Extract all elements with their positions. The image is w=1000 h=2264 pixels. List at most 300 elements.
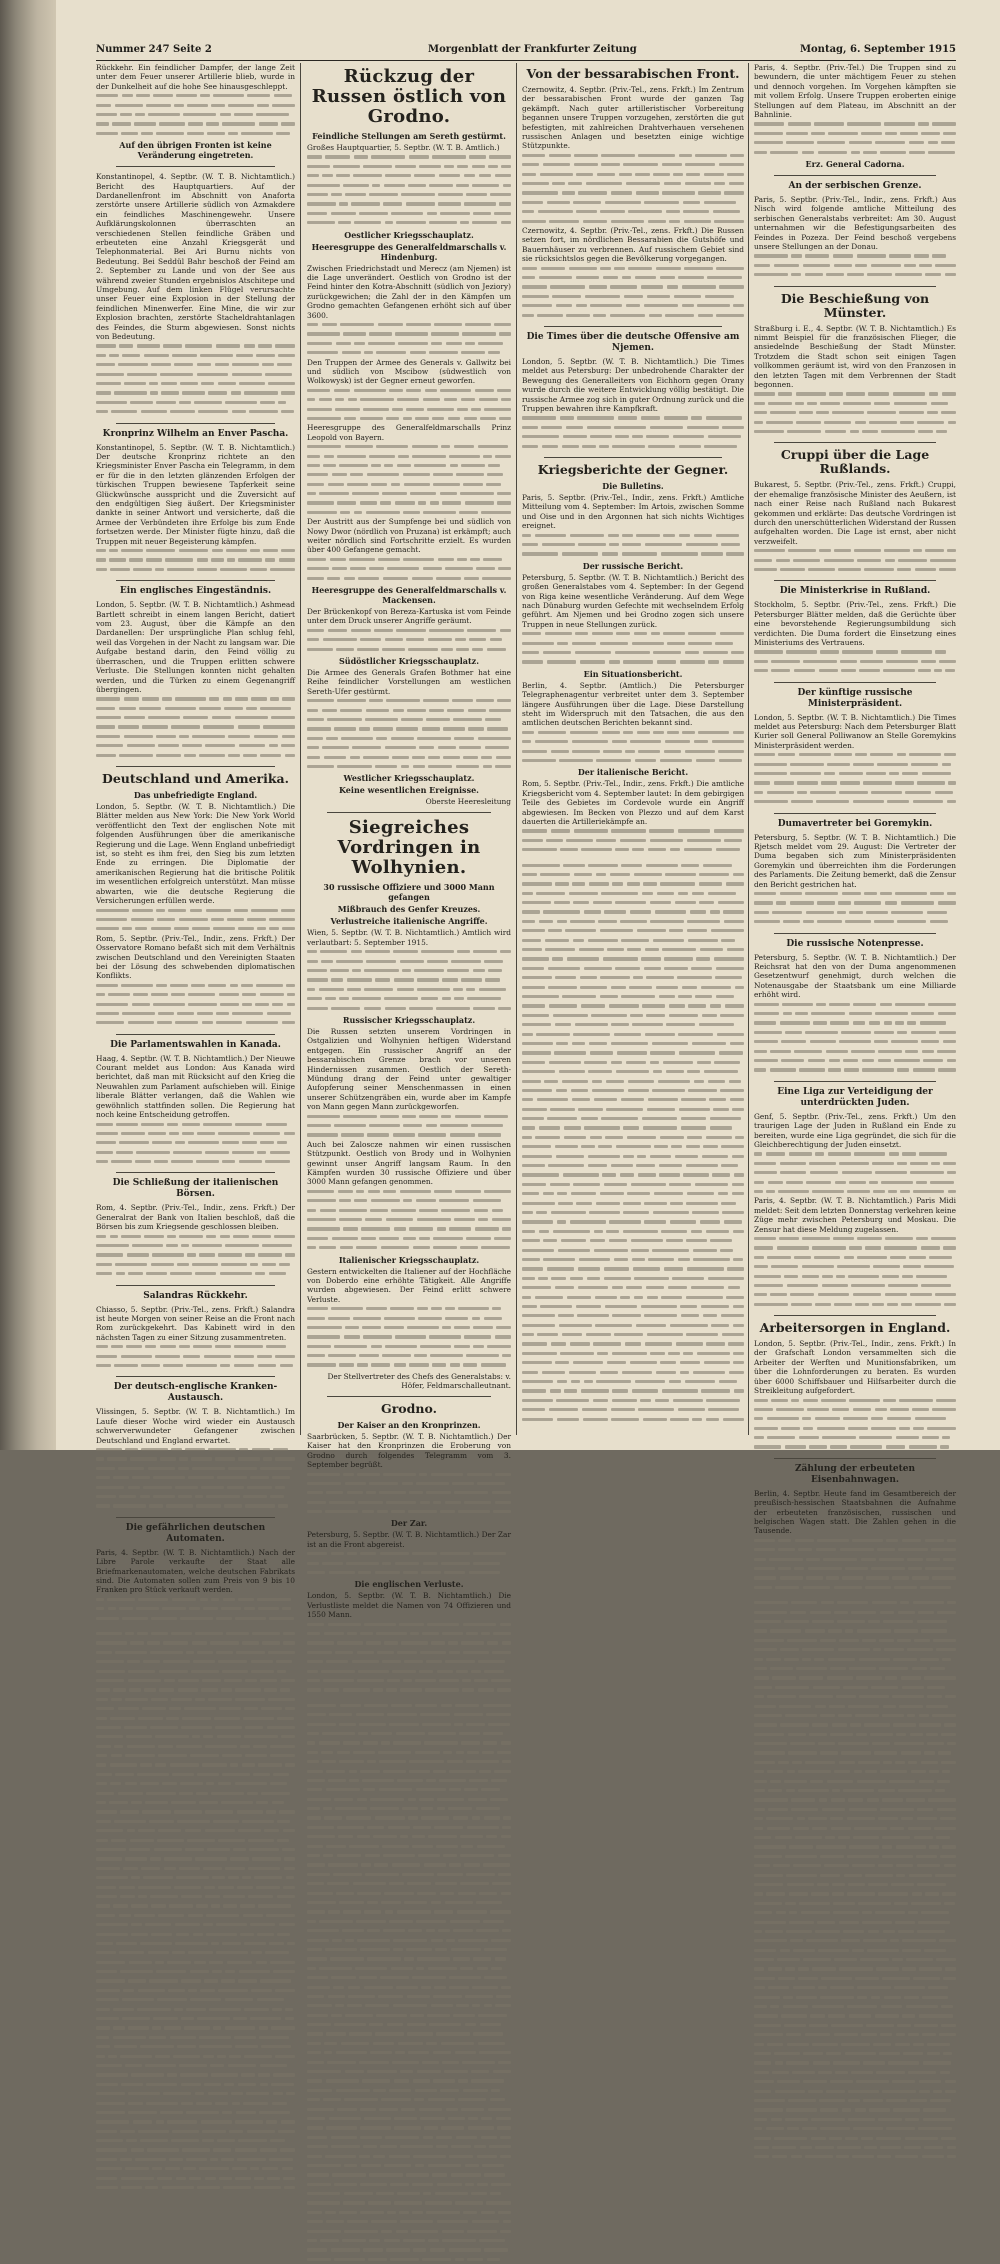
print-word — [254, 2186, 280, 2189]
print-word — [116, 1123, 138, 1126]
print-word — [307, 1845, 323, 1848]
print-word — [417, 1957, 450, 1960]
print-word — [460, 1835, 483, 1838]
print-word — [857, 1256, 887, 1259]
print-word — [814, 1256, 841, 1259]
print-word — [711, 929, 744, 932]
print-word — [673, 1399, 703, 1402]
print-word — [538, 731, 566, 734]
print-word — [754, 1986, 765, 1989]
print-word — [323, 1679, 354, 1682]
text-line — [96, 1157, 295, 1166]
print-word — [632, 642, 664, 645]
print-word — [604, 1267, 629, 1270]
print-word — [96, 2055, 105, 2058]
print-word — [459, 746, 481, 749]
print-word — [242, 1763, 255, 1766]
print-word — [340, 1246, 354, 1249]
print-word — [754, 122, 784, 125]
text-line — [96, 1483, 295, 1492]
print-word — [786, 1874, 817, 1877]
text-line — [522, 964, 744, 973]
print-word — [307, 1632, 320, 1635]
print-word — [307, 1246, 316, 1249]
print-word — [766, 1190, 775, 1193]
print-word — [229, 2055, 241, 2058]
print-word — [468, 2126, 494, 2129]
print-word — [271, 716, 295, 719]
print-word — [776, 901, 786, 904]
print-word — [307, 1670, 318, 1673]
print-word — [851, 1611, 876, 1614]
print-word — [836, 1275, 845, 1278]
print-word — [858, 1761, 880, 1764]
print-word — [545, 939, 569, 942]
print-word — [839, 1921, 860, 1924]
text-line — [96, 1676, 295, 1685]
print-word — [472, 1317, 481, 1320]
print-word — [195, 1857, 227, 1860]
print-word — [754, 411, 767, 414]
print-word — [125, 1632, 133, 1635]
print-word — [279, 1810, 295, 1813]
print-word — [778, 392, 793, 395]
print-word — [932, 1576, 956, 1579]
print-word — [96, 1235, 106, 1238]
print-word — [307, 1920, 316, 1923]
text-line — [307, 1870, 511, 1879]
print-word — [502, 1929, 511, 1932]
text-line — [307, 1676, 511, 1685]
print-word — [596, 759, 631, 762]
print-word — [343, 1688, 370, 1691]
print-word — [839, 1967, 872, 1970]
print-word — [266, 2120, 278, 2123]
print-word — [328, 1779, 346, 1782]
print-word — [467, 2258, 483, 2261]
print-word — [573, 1033, 610, 1036]
print-word — [540, 173, 573, 176]
print-word — [569, 267, 597, 270]
print-word — [673, 435, 704, 438]
print-word — [724, 920, 744, 923]
print-word — [873, 1265, 900, 1268]
print-word — [201, 382, 215, 385]
print-word — [937, 1780, 950, 1783]
print-word — [610, 873, 630, 876]
print-word — [109, 354, 118, 357]
print-word — [925, 1567, 954, 1570]
print-word — [920, 1021, 947, 1024]
paragraph: Konstantinopel, 4. Septbr. (W. T. B. Nichtamtlich.) Bericht des Hauptquartiers. Auf der Dardanellenfront im Abschnitt von Anaforta zerstörte unsere Artillerie südlich von Azmakdere ein feindliches Maschinengewehr. Unsere Aufklärungskolonnen überraschten an verschiedenen Stellen feindliche Gräben und erbeuteten eine Anzahl Kriegsgerät und Telephonmaterial. Bei Ari Burnu nichts von Bedeutung. Bei Seddül Bahr beschoß der Feind am 2. September zu Lande und von der See aus während zweier Stunden ergebnislos Atschitepe und Umgebung. Auf dem linken Flügel verursachte unser Feuer eine Explosion in der Stellung der feindlichen Minenwerfer. Eine Mine, die wir zur Explosion brachten, zerstörte Stacheldrahtanlagen des Feindes, die Sturm abgewiesen. Sonst nichts von Bedeutung. — [96, 172, 295, 342]
text-line — [96, 1501, 295, 1510]
print-word — [944, 1303, 956, 1306]
print-word — [684, 848, 712, 851]
print-word — [175, 1141, 185, 1144]
print-word — [820, 1714, 835, 1717]
print-word — [179, 401, 190, 404]
print-word — [477, 2183, 488, 2186]
print-word — [140, 2139, 168, 2142]
print-word — [884, 1996, 901, 1999]
print-word — [382, 1354, 411, 1357]
text-line — [96, 1704, 295, 1713]
print-word — [936, 1958, 956, 1961]
print-word — [686, 1333, 718, 1336]
print-word — [325, 1510, 358, 1513]
print-word — [358, 1501, 383, 1504]
print-word — [494, 212, 511, 215]
print-word — [691, 967, 712, 970]
print-word — [812, 2043, 838, 2046]
print-word — [246, 2092, 269, 2095]
print-word — [118, 363, 148, 366]
text-line — [96, 1967, 295, 1976]
print-word — [111, 410, 137, 413]
print-word — [277, 1820, 290, 1823]
print-word — [96, 1345, 108, 1348]
print-word — [439, 1779, 466, 1782]
print-word — [481, 1246, 509, 1249]
print-word — [199, 2036, 230, 2039]
print-word — [376, 737, 387, 740]
print-word — [384, 464, 393, 467]
print-word — [849, 1399, 880, 1402]
text-line — [307, 2180, 511, 2189]
text-line — [754, 1936, 956, 1945]
print-word — [754, 1601, 788, 1604]
print-word — [207, 132, 224, 135]
print-word — [458, 1307, 488, 1310]
print-word — [588, 1070, 612, 1073]
print-word — [166, 1717, 179, 1720]
print-word — [869, 1021, 881, 1024]
print-word — [279, 1923, 295, 1926]
paragraph: Zwischen Friedrichstadt und Merecz (am Njemen) ist die Lage unverändert. Oestlich von Grodno ist der Feind hinter den Kotra-Abschnitt (südlich von Jeziory) zurückgewichen; die Zahl der in den Kämpfen um Grodno gemachten Gefangenen erhöht sich auf über 3600. — [307, 263, 511, 320]
print-word — [400, 1835, 408, 1838]
print-word — [432, 155, 465, 158]
print-word — [808, 1567, 842, 1570]
print-word — [648, 220, 666, 223]
print-word — [917, 1930, 945, 1933]
text-line — [307, 1804, 511, 1813]
print-word — [883, 1761, 891, 1764]
print-word — [792, 1761, 801, 1764]
print-word — [606, 1230, 619, 1233]
print-word — [947, 892, 956, 895]
print-word — [341, 1133, 364, 1136]
print-word — [202, 2130, 226, 2133]
print-word — [212, 1876, 225, 1879]
paragraph: Paris, 4. Septbr. (W. T. B. Nichtamtlich.) Paris Midi meldet: Seit dem letzten Donnerstag verkehren keine Züge mehr zwischen Petersburg und Moskau. Die Zensur hat diese Meldung zugelassen. — [754, 1196, 956, 1234]
text-line — [522, 1170, 744, 1179]
print-word — [787, 2043, 809, 2046]
print-word — [402, 1115, 415, 1118]
text-line — [307, 2086, 511, 2095]
print-word — [783, 1012, 792, 1015]
print-word — [492, 1218, 511, 1221]
print-word — [885, 901, 898, 904]
print-word — [553, 1230, 590, 1233]
print-word — [720, 1014, 744, 1017]
print-word — [425, 389, 437, 392]
print-word — [455, 2201, 483, 2204]
print-word — [245, 1253, 255, 1256]
print-word — [895, 2155, 919, 2158]
print-word — [366, 1491, 376, 1494]
print-word — [884, 122, 915, 125]
print-word — [396, 221, 425, 224]
print-word — [754, 2108, 783, 2111]
print-word — [469, 155, 486, 158]
print-word — [581, 1389, 609, 1392]
print-word — [947, 1601, 956, 1604]
print-word — [275, 2055, 295, 2058]
print-word — [394, 1363, 407, 1366]
article — [307, 67, 511, 806]
print-word — [794, 669, 816, 672]
print-word — [134, 1914, 154, 1917]
print-word — [693, 1258, 729, 1261]
print-word — [854, 1827, 887, 1830]
print-word — [96, 1857, 122, 1860]
print-word — [790, 1742, 815, 1745]
print-word — [925, 549, 944, 552]
text-line — [96, 351, 295, 360]
print-word — [180, 1617, 213, 1620]
print-word — [364, 1623, 396, 1626]
print-word — [919, 1152, 947, 1155]
print-word — [430, 1354, 463, 1357]
print-word — [722, 1333, 744, 1336]
print-word — [634, 632, 647, 635]
print-word — [215, 363, 229, 366]
print-word — [869, 2108, 890, 2111]
print-word — [119, 1141, 149, 1144]
print-word — [909, 151, 925, 154]
print-word — [361, 1227, 390, 1230]
print-word — [96, 1504, 110, 1507]
print-word — [163, 344, 181, 347]
print-word — [395, 1562, 420, 1565]
print-word — [96, 1923, 128, 1926]
print-word — [96, 1688, 110, 1691]
print-word — [129, 1961, 153, 1964]
print-word — [607, 948, 623, 951]
print-word — [307, 2117, 325, 2120]
print-word — [775, 2090, 806, 2093]
print-word — [284, 1857, 295, 1860]
print-word — [445, 1660, 475, 1663]
print-word — [542, 1371, 565, 1374]
text-line — [307, 985, 511, 994]
print-word — [307, 2136, 327, 2139]
print-word — [499, 417, 511, 420]
print-word — [669, 1183, 691, 1186]
print-word — [110, 1717, 134, 1720]
print-word — [237, 2158, 266, 2161]
print-word — [803, 1399, 818, 1402]
print-word — [587, 426, 611, 429]
print-word — [917, 1817, 937, 1820]
print-word — [343, 184, 369, 187]
print-word — [828, 1629, 841, 1632]
print-word — [522, 848, 557, 851]
text-line — [307, 2245, 511, 2254]
print-word — [162, 1782, 177, 1785]
text-line — [754, 1000, 956, 1009]
print-word — [785, 1902, 796, 1905]
print-word — [418, 1133, 446, 1136]
print-word — [489, 709, 511, 712]
print-word — [878, 1059, 891, 1062]
print-word — [324, 2051, 333, 2054]
print-word — [456, 2004, 469, 2007]
print-word — [659, 995, 675, 998]
print-word — [797, 1817, 806, 1820]
print-word — [927, 2043, 950, 2046]
print-word — [445, 1317, 468, 1320]
print-word — [96, 2167, 122, 2170]
print-word — [614, 1258, 629, 1261]
print-word — [856, 2080, 889, 2083]
print-word — [363, 756, 388, 759]
print-word — [96, 1448, 122, 1451]
print-word — [616, 1070, 649, 1073]
print-word — [404, 1957, 413, 1960]
print-word — [473, 969, 485, 972]
print-word — [96, 113, 117, 116]
print-word — [851, 1050, 875, 1053]
print-word — [284, 1132, 295, 1135]
print-word — [138, 1829, 155, 1832]
print-word — [121, 132, 138, 135]
print-word — [653, 1211, 689, 1214]
print-word — [277, 1839, 288, 1842]
print-word — [467, 1473, 492, 1476]
print-word — [556, 1042, 568, 1045]
print-word — [522, 435, 559, 438]
article-divider — [116, 580, 275, 581]
print-word — [449, 455, 480, 458]
text-line — [754, 1758, 956, 1767]
print-word — [287, 993, 295, 996]
print-word — [861, 2033, 877, 2036]
print-word — [367, 2070, 397, 2073]
print-word — [236, 354, 252, 357]
print-word — [285, 754, 295, 757]
print-word — [96, 1021, 124, 1024]
print-word — [896, 2033, 906, 2036]
print-word — [754, 1050, 767, 1053]
print-word — [237, 1886, 252, 1889]
print-word — [380, 1976, 409, 1979]
text-line — [307, 199, 511, 208]
text-line — [522, 292, 744, 301]
print-word — [348, 1995, 375, 1998]
print-word — [307, 511, 337, 514]
print-word — [565, 929, 596, 932]
print-word — [947, 549, 956, 552]
print-word — [352, 969, 361, 972]
article-subtitle: Der Kaiser an den Kronprinzen. — [337, 1419, 481, 1430]
text-line — [307, 626, 511, 635]
print-word — [682, 986, 697, 989]
print-word — [947, 1539, 956, 1542]
print-word — [645, 1033, 675, 1036]
text-line — [754, 1178, 956, 1187]
paragraph: Paris, 5. Septbr. (Priv.-Tel., Indir., zens. Frkft.) Amtliche Mitteilung vom 4. September: Im Artois, zwischen Somme und Oise und in den Argonnen hat sich nichts Wichtiges ereignet. — [522, 492, 744, 531]
print-word — [722, 1211, 744, 1214]
print-word — [540, 1305, 572, 1308]
print-word — [916, 1275, 947, 1278]
print-word — [152, 1253, 184, 1256]
article-divider — [544, 457, 722, 458]
print-word — [522, 1080, 541, 1083]
print-word — [503, 184, 511, 187]
text-line — [522, 188, 744, 197]
print-word — [255, 1003, 268, 1006]
print-word — [460, 1854, 494, 1857]
print-word — [476, 1807, 500, 1810]
print-word — [374, 1863, 388, 1866]
print-word — [96, 1272, 112, 1275]
print-word — [440, 1510, 454, 1513]
text-line — [522, 442, 744, 451]
text-line — [96, 1232, 295, 1241]
print-word — [330, 558, 346, 561]
print-word — [555, 1286, 574, 1289]
print-word — [243, 2102, 269, 2105]
print-word — [349, 558, 375, 561]
text-line — [307, 1748, 511, 1757]
paragraph: Saarbrücken, 5. Septbr. (W. T. B. Nichtamtlich.) Der Kaiser hat den Kronprinzen die Eroberung von Grodno durch folgendes Telegramm vom 3. September begrüßt. — [307, 1431, 511, 1470]
print-word — [449, 1976, 480, 1979]
print-word — [261, 1792, 290, 1795]
print-word — [663, 632, 685, 635]
text-line — [307, 715, 511, 724]
print-word — [211, 104, 225, 107]
text-line — [754, 1405, 956, 1414]
article-title: Die Parlamentswahlen in Kanada. — [110, 1039, 281, 1050]
print-word — [192, 1244, 222, 1247]
print-word — [790, 1293, 814, 1296]
print-word — [501, 1741, 511, 1744]
print-word — [878, 1817, 898, 1820]
print-word — [307, 473, 328, 476]
print-word — [820, 650, 839, 653]
print-word — [148, 1951, 169, 1954]
article — [96, 172, 295, 416]
print-word — [244, 344, 255, 347]
print-word — [627, 882, 640, 885]
print-word — [929, 1845, 938, 1848]
paragraph: Rom, 5. Septbr. (Priv.-Tel., Indir., zens. Frkft.) Die amtliche Kriegsbericht vom 4. September lautet: In dem gebirgigen Teile des Gebietes im Cordevole wurde ein Angriff abgewiesen. Im Becken von Plezzo und auf dem Karst dauerten die Artilleriekämpfe an. — [522, 779, 744, 826]
print-word — [572, 1042, 585, 1045]
print-word — [809, 1162, 835, 1165]
print-word — [243, 1914, 263, 1917]
print-word — [132, 1244, 163, 1247]
print-word — [493, 2070, 511, 2073]
print-word — [882, 1714, 904, 1717]
print-word — [242, 1641, 259, 1644]
text-line — [307, 1342, 511, 1351]
print-word — [426, 1491, 451, 1494]
print-word — [453, 988, 463, 991]
print-word — [162, 2186, 194, 2189]
print-word — [151, 1263, 174, 1266]
print-word — [799, 1436, 819, 1439]
